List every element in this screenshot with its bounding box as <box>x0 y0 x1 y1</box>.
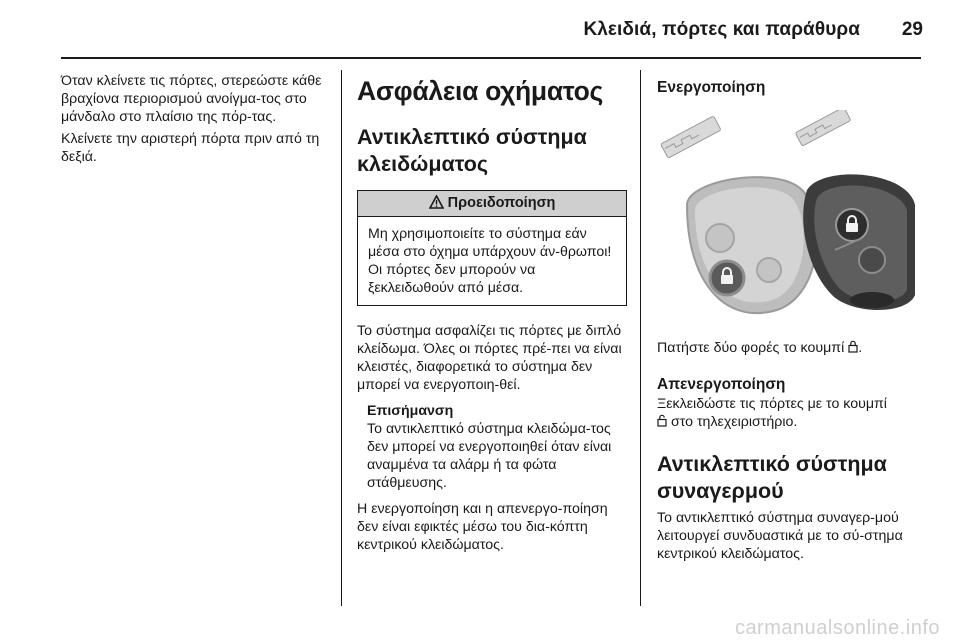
column-divider-right <box>640 70 641 606</box>
double-lock-paragraph: Το σύστημα ασφαλίζει τις πόρτες με διπλό κλείδωμα. Όλες οι πόρτες πρέ-πει να είναι κλειστές, διαφορετικά το σύστημα δεν μπορεί να ενεργοποιη-θεί. <box>357 323 622 393</box>
column-middle <box>357 72 627 554</box>
column-right <box>657 72 925 563</box>
section-title: Ασφάλεια οχήματος <box>357 76 603 106</box>
note-text: Το αντικλεπτικό σύστημα κλειδώμα-τος δεν μπορεί να ενεργοποιηθεί όταν είναι αναμμένα τα αλάρμ ή τα φώτα στάθμευσης. <box>367 421 612 491</box>
warning-header <box>358 191 626 217</box>
central-lock-paragraph: Η ενεργοποίηση και η απενεργο-ποίηση δεν είναι εφικτές μέσω του δια-κόπτη κεντρικού κλειδώματος. <box>357 501 608 553</box>
watermark: carmanualsonline.info <box>734 617 940 639</box>
unlock-icon <box>657 414 667 427</box>
lock-icon <box>848 340 858 353</box>
door-order-paragraph: Κλείνετε την αριστερή πόρτα πριν από τη δεξιά. <box>61 131 320 165</box>
deactivation-text <box>657 395 925 431</box>
alarm-system-title: Αντικλεπτικό σύστημα συναγερμού <box>657 452 887 503</box>
activation-text: Πατήστε δύο φορές το κουμπί . <box>657 340 863 356</box>
warning-title: Προειδοποίηση <box>447 195 556 211</box>
deactivation-text-end: στο τηλεχειριστήριο. <box>670 414 798 430</box>
page-header-title: Κλειδιά, πόρτες και παράθυρα <box>583 19 860 40</box>
deactivation-text-start: Ξεκλειδώστε τις πόρτες με το κουμπί <box>657 396 887 412</box>
deactivation-title: Απενεργοποίηση <box>657 376 786 393</box>
note-block <box>357 402 627 492</box>
warning-text: Μη χρησιμοποιείτε το σύστημα εάν μέσα στο όχημα υπάρχουν άν-θρωποι! Οι πόρτες δεν μπορούν να ξεκλειδωθούν από μέσα. <box>368 226 612 296</box>
column-divider-left <box>341 70 342 606</box>
column-left <box>61 72 325 166</box>
warning-triangle-icon <box>429 195 444 209</box>
alarm-system-text: Το αντικλεπτικό σύστημα συναγερ-μού λειτουργεί συνδυαστικά με το σύ-στημα κεντρικού κλειδώματος. <box>657 510 903 562</box>
note-title: Επισήμανση <box>367 403 454 419</box>
page-number: 29 <box>901 19 923 40</box>
header-divider <box>61 57 921 59</box>
door-closing-paragraph: Όταν κλείνετε τις πόρτες, στερεώστε κάθε βραχίονα περιορισμού ανοίγμα-τος στο μάνδαλο στο πλαίσιο της πόρ-τας. <box>61 73 322 125</box>
activation-instruction: Πατήστε δύο φορές το κουμπί <box>657 340 845 356</box>
key-fob-illustration <box>657 110 917 325</box>
activation-title: Ενεργοποίηση <box>657 79 766 96</box>
subsection-title-locking: Αντικλεπτικό σύστημα κλειδώματος <box>357 125 587 176</box>
warning-box <box>357 190 627 306</box>
